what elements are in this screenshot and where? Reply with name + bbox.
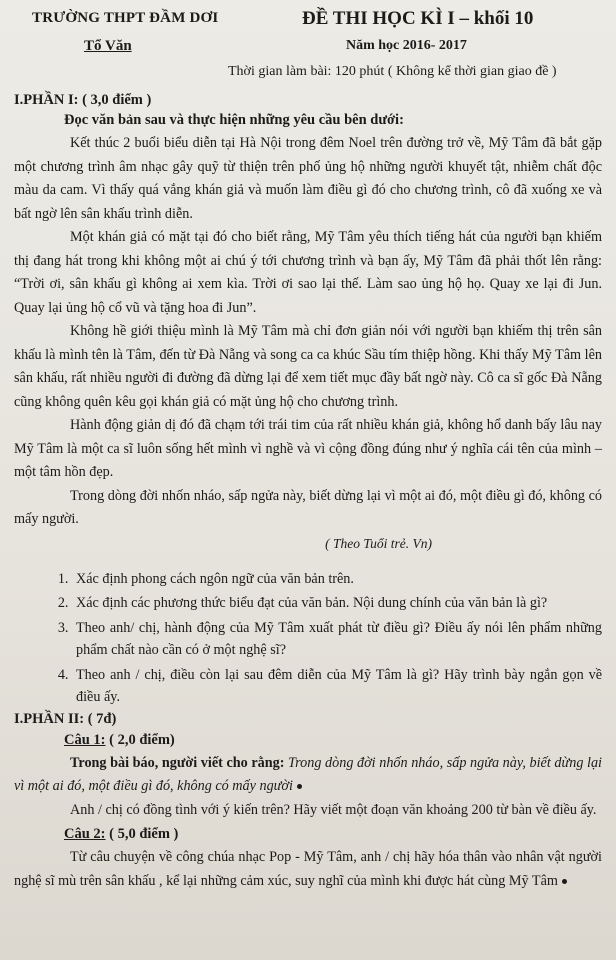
- question-1-prompt: [14, 752, 602, 799]
- reading-passage: [14, 132, 602, 532]
- passage-source: ( Theo Tuổi trẻ. Vn): [325, 535, 432, 551]
- exam-title: ĐỀ THI HỌC KÌ I – khối 10: [302, 8, 534, 29]
- bullet-mark: [297, 784, 302, 789]
- question-1-heading: [14, 728, 602, 752]
- question-item: 3. Theo anh/ chị, hành động của Mỹ Tâm xuất phát từ điều gì? Điều ấy nói lên phẩm những phẩm chất nào cần có ở một nghệ sĩ?: [72, 617, 602, 662]
- part-2: [14, 711, 602, 894]
- question-item: 1. Xác định phong cách ngôn ngữ của văn bản trên.: [72, 568, 602, 591]
- part-1-heading: I.PHẦN I: ( 3,0 điểm ): [14, 92, 152, 108]
- question-list: [14, 568, 602, 709]
- time-info: Thời gian làm bài: 120 phút ( Không kể thời gian giao đề ): [228, 64, 557, 79]
- school-name: TRƯỜNG THPT ĐẦM DƠI: [32, 10, 219, 26]
- question-1-points: ( 2,0 điểm): [105, 731, 175, 748]
- exam-header: [14, 8, 602, 92]
- question-2-task: [14, 846, 602, 893]
- question-1-task: Anh / chị có đồng tình với ý kiến trên? Hãy viết một đoạn văn khoảng 200 từ bàn về điều ấy.: [70, 801, 597, 818]
- question-item: 4. Theo anh / chị, điều còn lại sau đêm diễn của Mỹ Tâm là gì? Hãy trình bày ngắn gọn về điều ấy.: [72, 664, 602, 709]
- reading-instruction: Đọc văn bản sau và thực hiện những yêu cầu bên dưới:: [64, 112, 404, 128]
- question-1-quote: Trong dòng đời nhốn nháo, sấp ngửa này, biết dừng lại vì một ai đó, một điều gì đó, không có mấy người: [14, 754, 602, 794]
- question-1-label: Câu 1:: [64, 731, 106, 748]
- passage-paragraph: Kết thúc 2 buổi biểu diễn tại Hà Nội trong đêm Noel trên đường trở về, Mỹ Tâm đã bắt gặp một chương trình âm nhạc gây quỹ từ thiện trên phố ủng hộ những người khuyết tật, nhiễm chất độc màu da cam. Vì thấy quá vắng khán giả và muốn làm điều gì đó cho chương trình, cô đã xuống xe và bất ngờ lên sân khấu trình diễn.: [14, 135, 602, 222]
- bullet-mark: [562, 879, 567, 884]
- department-name: Tổ Văn: [84, 38, 132, 54]
- question-item: 2. Xác định các phương thức biểu đạt của văn bản. Nội dung chính của văn bản là gì?: [72, 592, 602, 615]
- question-2-points: ( 5,0 điểm ): [105, 826, 179, 842]
- question-1-lead: Trong bài báo, người viết cho rằng:: [70, 754, 289, 771]
- part-1: [14, 92, 602, 709]
- part-2-heading: I.PHẦN II: ( 7đ): [14, 710, 117, 727]
- question-2-heading: [14, 822, 602, 846]
- school-year: Năm học 2016- 2017: [346, 38, 467, 53]
- question-2-text: Từ câu chuyện về công chúa nhạc Pop - Mỹ Tâm, anh / chị hãy hóa thân vào nhân vật người nghệ sĩ mù trên sân khấu , kể lại những cảm xúc, suy nghĩ của mình khi được hát cùng Mỹ Tâm: [14, 849, 602, 889]
- passage-paragraph: Một khán giả có mặt tại đó cho biết rằng, Mỹ Tâm yêu thích tiếng hát của người bạn khiếm thị đang hát trong khi không một ai chú ý tới chương trình và bạn ấy, Mỹ Tâm đã phải thốt lên rằng: “Trời ơi, sân khấu gì không ai xem kìa. Trời ơi sao lại thế. Làm sao ủng hộ họ. Quay xe lại đi Jun. Quay lại ủng hộ cổ vũ và tặng hoa đi Jun”.: [14, 229, 602, 316]
- question-2-label: Câu 2:: [64, 826, 106, 842]
- passage-paragraph: Không hề giới thiệu mình là Mỹ Tâm mà chỉ đơn giản nói với người bạn khiếm thị trên sân khấu là mình tên là Tâm, đến từ Đà Nẵng và song ca ca khúc Sầu tím thiệp hồng. Khi thấy Mỹ Tâm lên sân khấu, rất nhiều người đi đường đã dừng lại để xem tiết mục đầy bất ngờ này. Cô ca sĩ gốc Đà Nẵng cũng không quên kêu gọi khán giả có mặt ủng hộ cho chương trình.: [14, 323, 602, 410]
- passage-paragraph: Hành động giản dị đó đã chạm tới trái tim của rất nhiều khán giả, không hổ danh bấy lâu nay Mỹ Tâm là một ca sĩ luôn sống hết mình vì nghề và vì cộng đồng đúng như ý nghĩa cái tên của mình – một tâm hồn đẹp.: [14, 417, 602, 480]
- passage-paragraph: Trong dòng đời nhốn nháo, sấp ngửa này, biết dừng lại vì một ai đó, một điều gì đó, không có mấy người.: [14, 487, 602, 527]
